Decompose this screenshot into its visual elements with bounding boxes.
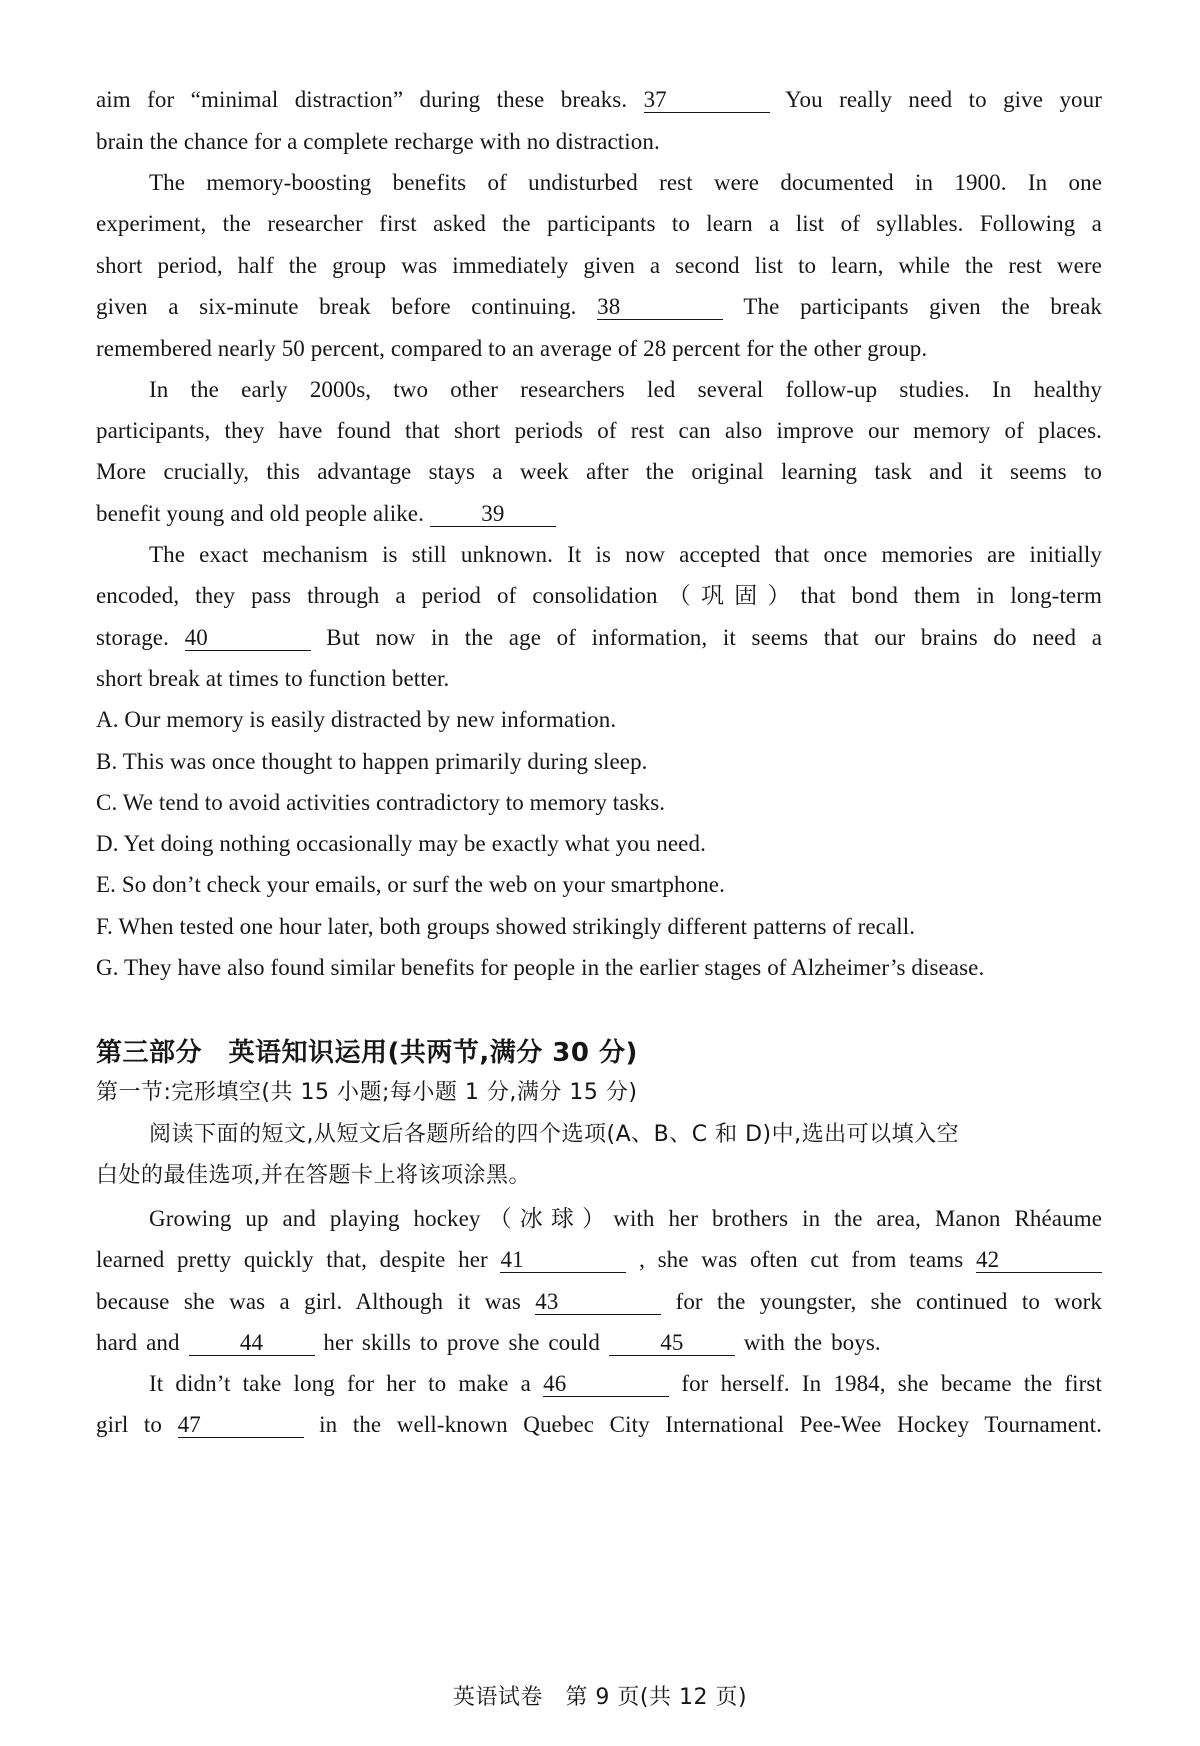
page-footer: 英语试卷 第 9 页(共 12 页) [452, 1685, 748, 1710]
section-heading: 第三部分 英语知识运用(共两节,满分 30 分) [96, 1038, 638, 1068]
passage-line: brain the chance for a complete recharge with no distraction. [96, 129, 660, 154]
passage-line: given a six-minute break before continuing. 38 The participants given the break [96, 294, 1103, 319]
option-a: A. Our memory is easily distracted by new information. [96, 707, 617, 732]
option-e: E. So don’t check your emails, or surf the web on your smartphone. [96, 872, 725, 897]
answer-blank[interactable]: 38 [597, 295, 723, 320]
answer-blank[interactable]: 37 [644, 88, 770, 113]
passage-line: The memory-boosting benefits of undisturbed rest were documented in 1900. In one [149, 170, 1102, 195]
option-b: B. This was once thought to happen primarily during sleep. [96, 749, 648, 774]
passage-line: short period, half the group was immediately given a second list to learn, while the rest were [96, 253, 1102, 278]
answer-blank[interactable]: 43 [535, 1290, 661, 1315]
answer-blank[interactable]: 41 [500, 1248, 626, 1273]
option-c: C. We tend to avoid activities contradictory to memory tasks. [96, 790, 666, 815]
passage-line: The exact mechanism is still unknown. It is now accepted that once memories are initially [149, 542, 1102, 567]
option-g: G. They have also found similar benefits for people in the earlier stages of Alzheimer’s disease. [96, 955, 985, 980]
passage-line: In the early 2000s, two other researchers led several follow-up studies. In healthy [149, 377, 1102, 402]
passage-line: short break at times to function better. [96, 666, 450, 691]
answer-blank[interactable]: 40 [185, 626, 311, 651]
cloze-line: girl to 47 in the well-known Quebec City International Pee-Wee Hockey Tournament. [96, 1412, 1102, 1437]
section-subheading: 第一节:完形填空(共 15 小题;每小题 1 分,满分 15 分) [96, 1080, 638, 1105]
answer-blank[interactable]: 45 [609, 1331, 735, 1356]
cloze-line: hard and 44 her skills to prove she could 45 with the boys. [96, 1330, 881, 1355]
passage-line: aim for “minimal distraction” during these breaks. 37 You really need to give your [96, 87, 1103, 112]
cloze-line: because she was a girl. Although it was 43 for the youngster, she continued to work [96, 1289, 1102, 1314]
option-f: F. When tested one hour later, both groups showed strikingly different patterns of recall. [96, 914, 916, 939]
passage-line: More crucially, this advantage stays a week after the original learning task and it seems to [96, 459, 1102, 484]
answer-blank[interactable]: 39 [430, 502, 556, 527]
instruction-line: 阅读下面的短文,从短文后各题所给的四个选项(A、B、C 和 D)中,选出可以填入空 [149, 1122, 960, 1147]
passage-line: benefit young and old people alike. 39 [96, 502, 1102, 527]
cloze-line: Growing up and playing hockey（冰球）with her brothers in the area, Manon Rhéaume [149, 1206, 1102, 1231]
passage-line: encoded, they pass through a period of consolidation（巩固）that bond them in long-term [96, 583, 1102, 608]
answer-blank[interactable]: 42 [976, 1248, 1102, 1273]
answer-blank[interactable]: 44 [189, 1331, 315, 1356]
passage-line: remembered nearly 50 percent, compared to an average of 28 percent for the other group. [96, 336, 928, 361]
instruction-line: 白处的最佳选项,并在答题卡上将该项涂黑。 [96, 1163, 531, 1188]
option-d: D. Yet doing nothing occasionally may be exactly what you need. [96, 831, 706, 856]
answer-blank[interactable]: 47 [178, 1413, 304, 1438]
cloze-line: It didn’t take long for her to make a 46 for herself. In 1984, she became the first [149, 1371, 1102, 1396]
passage-line: experiment, the researcher first asked the participants to learn a list of syllables. Following a [96, 211, 1102, 236]
passage-line: storage. 40 But now in the age of information, it seems that our brains do need a [96, 625, 1102, 650]
answer-blank[interactable]: 46 [543, 1372, 669, 1397]
passage-line: participants, they have found that short periods of rest can also improve our memory of places. [96, 418, 1102, 443]
cloze-line: learned pretty quickly that, despite her 41 , she was often cut from teams 42 [96, 1248, 1102, 1273]
